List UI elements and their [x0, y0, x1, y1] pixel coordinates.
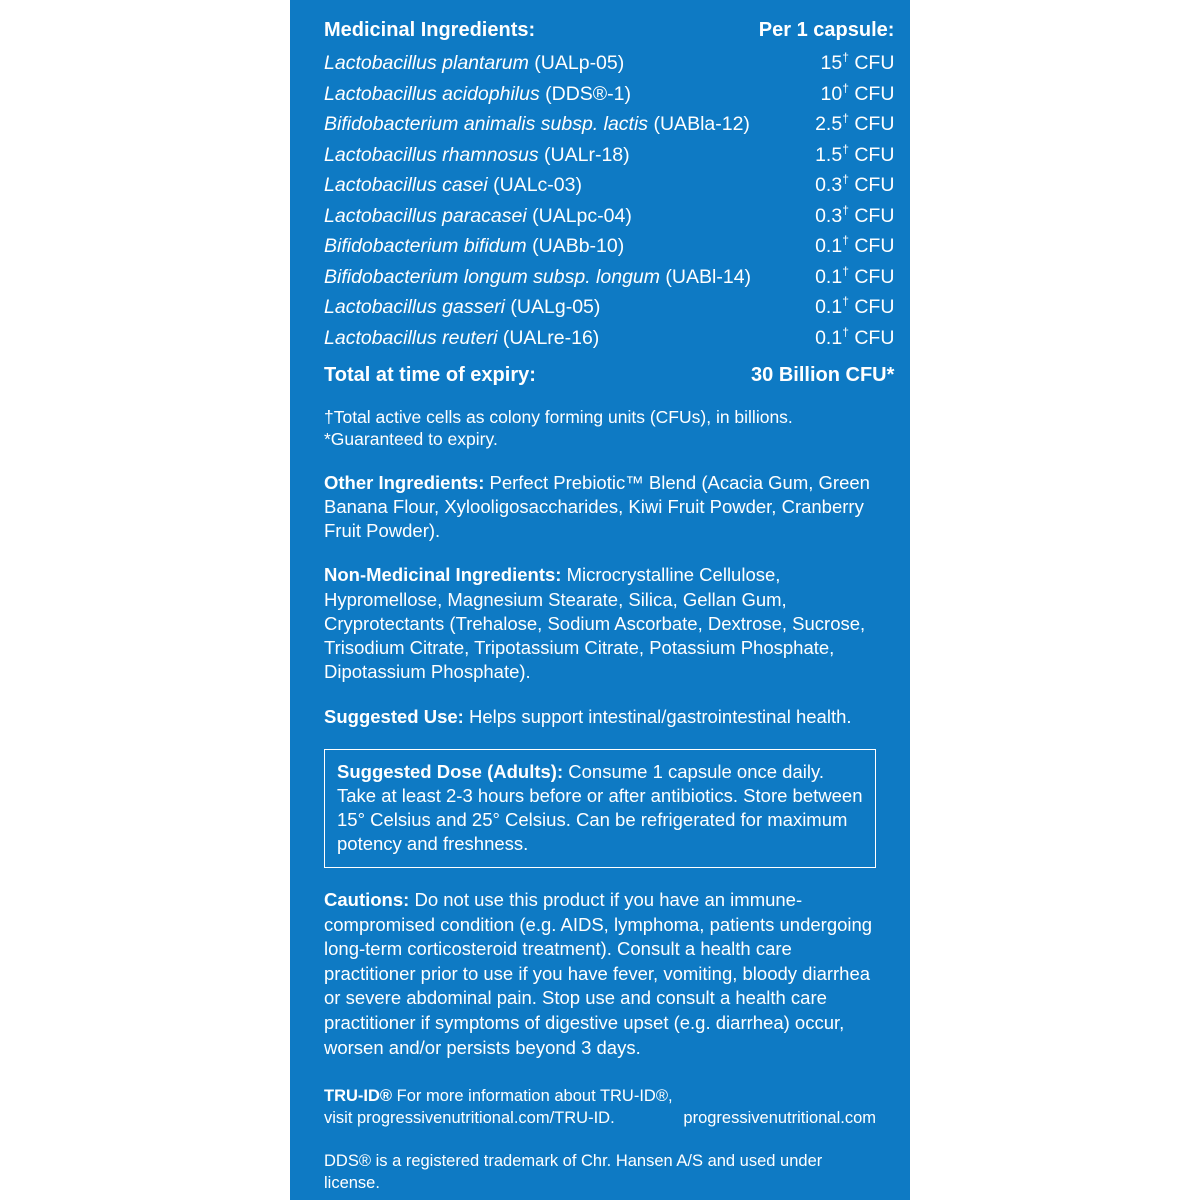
ingredient-name: Lactobacillus acidophilus: [324, 82, 540, 105]
amount-value: 0.1: [815, 265, 843, 288]
amount-unit: CFU: [848, 326, 895, 349]
table-row: [324, 79, 894, 110]
suggested-use-label: Suggested Use:: [324, 705, 464, 727]
amount-value: 0.3: [815, 204, 843, 227]
ingredient-cell: [324, 79, 751, 110]
ingredient-cell: [324, 140, 751, 171]
dagger-marker: †: [842, 111, 849, 126]
supplement-facts-panel: [290, 0, 910, 1200]
amount-cell: [751, 140, 894, 171]
amount-unit: CFU: [848, 204, 895, 227]
ingredient-cell: [324, 49, 751, 80]
dagger-marker: †: [842, 142, 849, 156]
amount-cell: [751, 201, 894, 232]
amount-unit: CFU: [848, 82, 895, 105]
ingredient-name: Lactobacillus plantarum: [324, 52, 529, 74]
amount-cell: [751, 293, 894, 324]
amount-cell: [751, 323, 894, 354]
amount-value: 0.3: [815, 174, 843, 196]
table-row: [324, 323, 894, 354]
ingredient-strain: (UALc-03): [487, 174, 582, 196]
amount-value: 2.5: [815, 113, 843, 135]
non-medicinal-label: Non-Medicinal Ingredients:: [324, 564, 562, 586]
table-header-row: [324, 14, 894, 49]
truid-label: TRU-ID®: [324, 1087, 393, 1106]
ingredient-cell: [324, 262, 751, 293]
ingredient-name: Bifidobacterium animalis subsp. lactis: [324, 113, 649, 135]
footnote-dagger: †Total active cells as colony forming units (CFUs), in billions.: [324, 407, 793, 427]
ingredient-name: Lactobacillus casei: [324, 174, 488, 196]
other-ingredients-text: Perfect Prebiotic™ Blend (Acacia Gum, Green Banana Flour, Xylooligosaccharides, Kiwi Fruit Powder, Cranberry Fruit Powder).: [324, 471, 870, 542]
table-row: [324, 140, 894, 171]
table-row: [324, 49, 894, 80]
ingredient-strain: (UABl-14): [660, 265, 752, 288]
suggested-use-section: [324, 705, 876, 729]
amount-cell: [751, 49, 894, 80]
amount-cell: [751, 232, 894, 263]
medicinal-ingredients-table: [324, 14, 894, 390]
ingredient-cell: [324, 110, 751, 141]
amount-value: 0.1: [815, 296, 843, 318]
suggested-dose-label: Suggested Dose (Adults):: [337, 760, 564, 782]
ingredient-name: Lactobacillus rhamnosus: [324, 143, 539, 166]
amount-unit: CFU: [848, 174, 895, 196]
total-row: [324, 354, 894, 391]
ingredient-strain: (DDS®-1): [539, 82, 632, 105]
ingredient-name: Lactobacillus reuteri: [324, 326, 498, 349]
ingredient-name: Lactobacillus paracasei: [324, 204, 527, 227]
ingredient-name: Bifidobacterium bifidum: [324, 235, 527, 257]
dagger-marker: †: [842, 81, 849, 95]
table-row: [324, 293, 894, 324]
amount-cell: [751, 171, 894, 202]
non-medicinal-text: Microcrystalline Cellulose, Hypromellose, Magnesium Stearate, Silica, Gellan Gum, Cryprotectants (Trehalose, Sodium Ascorbate, Dextrose, Sucrose, Trisodium Citrate, Tripotassium Citrate, Potassium Phosphate, Dipotassium Phosphate).: [324, 564, 866, 683]
suggested-use-text: Helps support intestinal/gastrointestinal health.: [463, 705, 852, 727]
table-header-ingredients: Medicinal Ingredients:: [324, 18, 536, 41]
ingredient-cell: [324, 232, 751, 263]
ingredient-strain: (UALp-05): [528, 52, 625, 74]
cautions-text: Do not use this product if you have an immune-compromised condition (e.g. AIDS, lymphoma, patients undergoing long-term corticosteroid treatment). Consult a health care practitioner prior to use if you have fever, vomiting, bloody diarrhea or severe abdominal pain. Stop use and consult a health care practitioner if symptoms of digestive upset (e.g. diarrhea) occur, worsen and/or persists beyond 3 days.: [324, 889, 873, 1058]
amount-unit: CFU: [848, 113, 895, 135]
table-row: [324, 262, 894, 293]
dds-trademark-note: DDS® is a registered trademark of Chr. Hansen A/S and used under license.: [324, 1152, 823, 1192]
ingredient-strain: (UABb-10): [526, 235, 625, 257]
amount-value: 15: [820, 52, 843, 74]
table-body: [324, 14, 894, 390]
cautions-section: [324, 888, 876, 1060]
ingredient-name: Bifidobacterium longum subsp. longum: [324, 265, 661, 288]
amount-value: 0.1: [815, 326, 843, 349]
footnote-asterisk: *Guaranteed to expiry.: [324, 429, 498, 450]
truid-visit-line: visit progressivenutritional.com/TRU-ID.: [324, 1108, 615, 1127]
ingredient-strain: (UALre-16): [497, 326, 600, 349]
amount-value: 1.5: [815, 143, 843, 166]
amount-value: 10: [820, 82, 843, 105]
amount-unit: CFU: [848, 265, 895, 288]
other-ingredients-label: Other Ingredients:: [324, 471, 485, 493]
table-row: [324, 171, 894, 202]
truid-section: [324, 1086, 876, 1129]
amount-cell: [751, 262, 894, 293]
suggested-dose-text: Consume 1 capsule once daily. Take at least 2-3 hours before or after antibiotics. Store between 15° Celsius and 25° Celsius. Can be refrigerated for maximum potency and freshness.: [337, 760, 863, 855]
dagger-marker: †: [842, 172, 849, 187]
dagger-marker: †: [842, 264, 849, 278]
footnotes: [324, 406, 876, 451]
dagger-marker: †: [842, 233, 849, 248]
dagger-marker: †: [842, 203, 849, 217]
ingredient-name: Lactobacillus gasseri: [324, 296, 506, 318]
other-ingredients-section: [324, 471, 876, 544]
total-value: 30 Billion CFU*: [751, 363, 895, 386]
amount-cell: [751, 79, 894, 110]
dagger-marker: †: [842, 325, 849, 339]
amount-unit: CFU: [848, 296, 895, 318]
ingredient-strain: (UALpc-04): [526, 204, 632, 227]
ingredient-strain: (UABla-12): [648, 113, 750, 135]
amount-unit: CFU: [848, 235, 895, 257]
table-row: [324, 232, 894, 263]
total-label: Total at time of expiry:: [324, 363, 536, 386]
ingredient-cell: [324, 323, 751, 354]
amount-unit: CFU: [848, 52, 895, 74]
dagger-marker: †: [842, 294, 849, 309]
dagger-marker: †: [842, 50, 849, 65]
ingredient-strain: (UALr-18): [538, 143, 630, 166]
amount-cell: [751, 110, 894, 141]
table-header-amount: Per 1 capsule:: [758, 18, 895, 41]
table-row: [324, 201, 894, 232]
website-link[interactable]: progressivenutritional.com: [683, 1108, 876, 1127]
amount-unit: CFU: [848, 143, 895, 166]
ingredient-cell: [324, 293, 751, 324]
ingredient-strain: (UALg-05): [505, 296, 601, 318]
ingredient-cell: [324, 171, 751, 202]
suggested-dose-box: [324, 749, 876, 868]
non-medicinal-section: [324, 563, 876, 684]
table-row: [324, 110, 894, 141]
ingredient-cell: [324, 201, 751, 232]
truid-text: For more information about TRU-ID®,: [392, 1087, 673, 1106]
amount-value: 0.1: [815, 235, 843, 257]
cautions-label: Cautions:: [324, 889, 410, 911]
